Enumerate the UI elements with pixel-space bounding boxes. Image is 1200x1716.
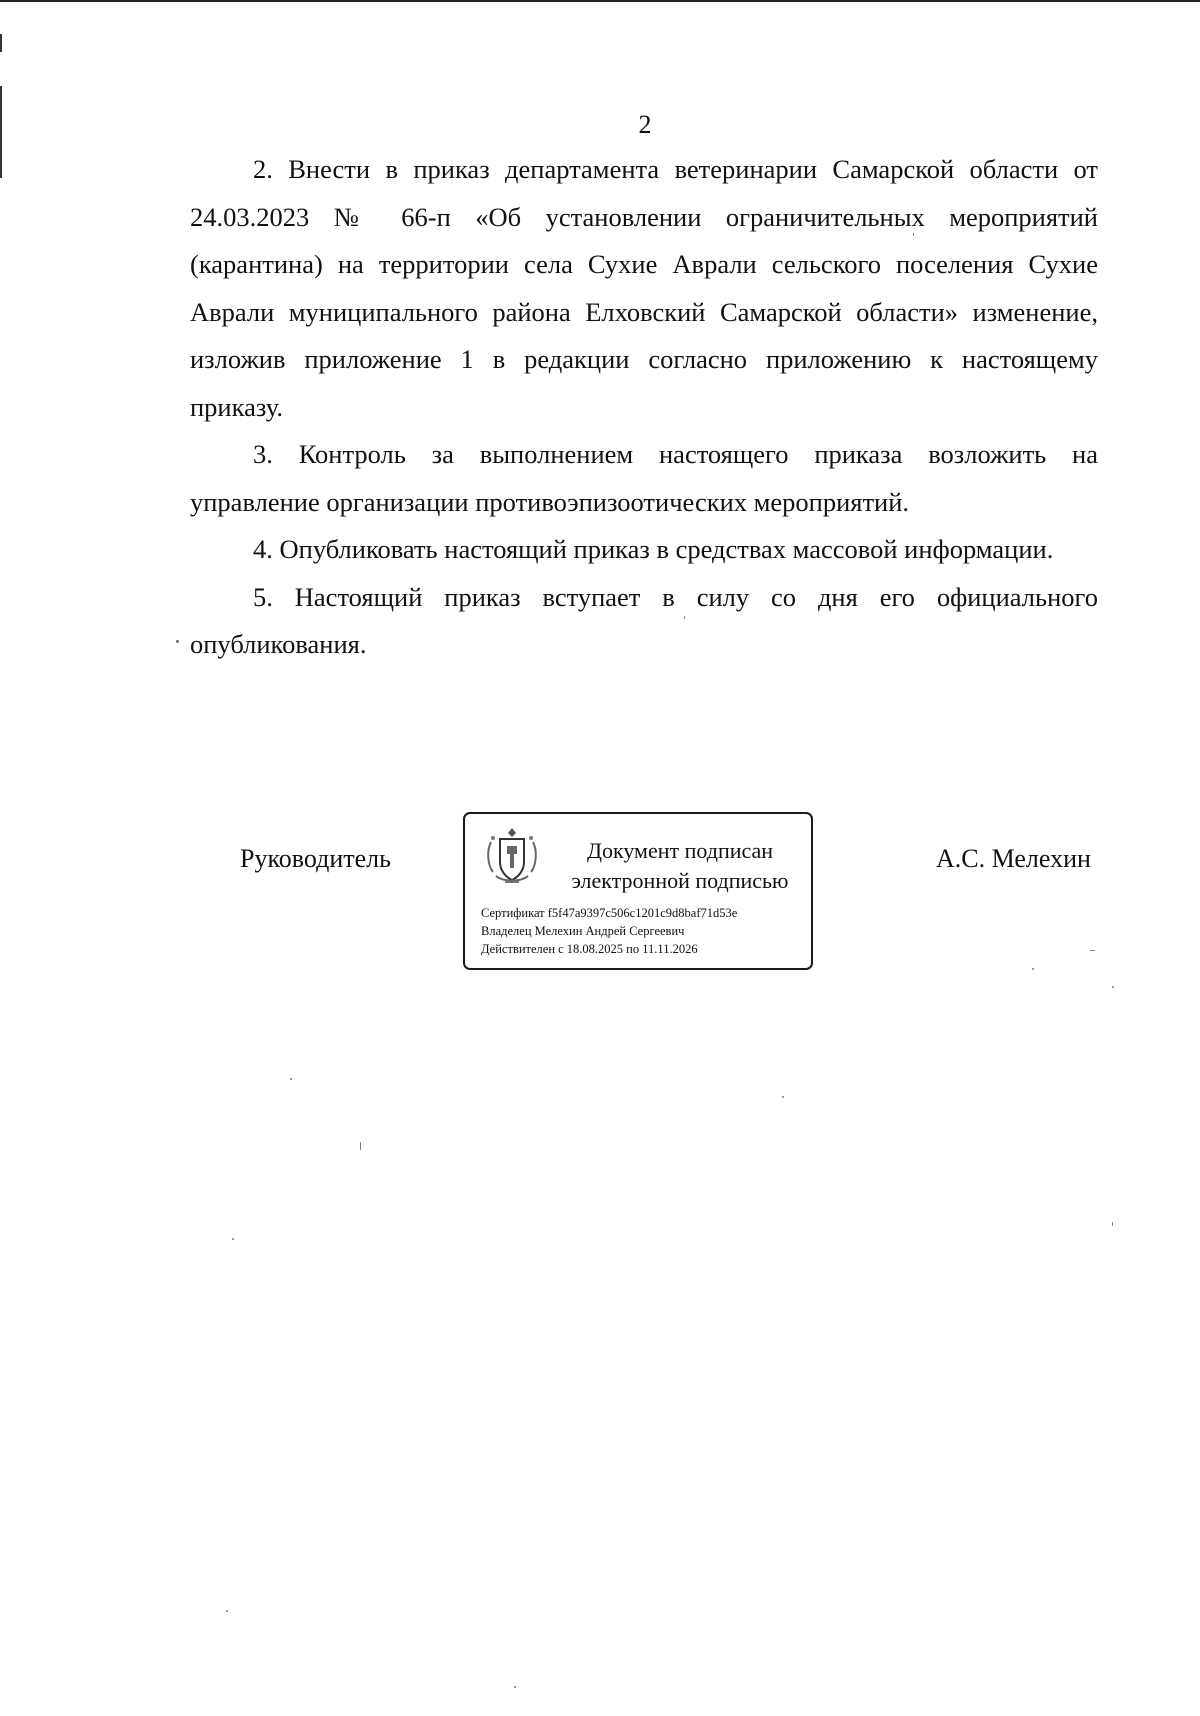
certificate-owner: Владелец Мелехин Андрей Сергеевич xyxy=(481,924,685,938)
stamp-title xyxy=(561,836,799,896)
certificate-validity: Действителен с 18.08.2025 по 11.11.2026 xyxy=(481,942,698,956)
scan-speck xyxy=(1090,950,1095,951)
scan-speck xyxy=(290,1078,292,1080)
scan-speck xyxy=(360,1142,361,1150)
certificate-number: Сертификат f5f47a9397c506c1201c9d8baf71d53e xyxy=(481,906,738,920)
electronic-signature-stamp xyxy=(463,812,813,970)
signer-name: А.С. Мелехин xyxy=(936,844,1091,873)
scan-speck xyxy=(226,1610,228,1612)
paragraph-item-4: 4. Опубликовать настоящий приказ в средствах массовой информации. xyxy=(253,534,1054,564)
scan-top-border xyxy=(0,0,1200,2)
stamp-title-line: электронной подписью xyxy=(571,868,789,893)
coat-of-arms-icon xyxy=(483,824,541,888)
scan-speck xyxy=(514,1686,516,1688)
scan-speck xyxy=(1112,986,1114,988)
signature-block xyxy=(0,812,1200,972)
paragraph-item-5: 5. Настоящий приказ вступает в силу со дня его официального опубликования. xyxy=(190,581,1098,659)
scan-speck xyxy=(1112,1222,1113,1226)
scan-speck xyxy=(913,233,914,236)
scan-left-mark xyxy=(0,34,2,52)
scan-speck xyxy=(176,640,179,643)
page-number: 2 xyxy=(638,110,652,139)
paragraph-item-2: 2. Внести в приказ департамента ветеринарии Самарской области от 24.03.2023 № 66-п «Об установлении ограничительных мероприятий (карантина) на территории села Сухие Аврали сельского поселения Сухие Аврали муниципального района Елховский Самарской области» изменение, изложив приложение 1 в редакции согласно приложению к настоящему приказу. xyxy=(190,154,1098,422)
scan-speck xyxy=(1032,968,1034,970)
stamp-title-line: Документ подписан xyxy=(586,838,774,863)
document-body xyxy=(190,146,1098,669)
signer-position: Руководитель xyxy=(240,844,391,873)
scan-speck xyxy=(782,1096,784,1098)
stamp-details xyxy=(481,904,807,958)
scan-speck xyxy=(684,616,685,619)
scan-speck xyxy=(232,1238,234,1240)
paragraph-item-3: 3. Контроль за выполнением настоящего приказа возложить на управление организации противоэпизоотических мероприятий. xyxy=(190,439,1098,517)
